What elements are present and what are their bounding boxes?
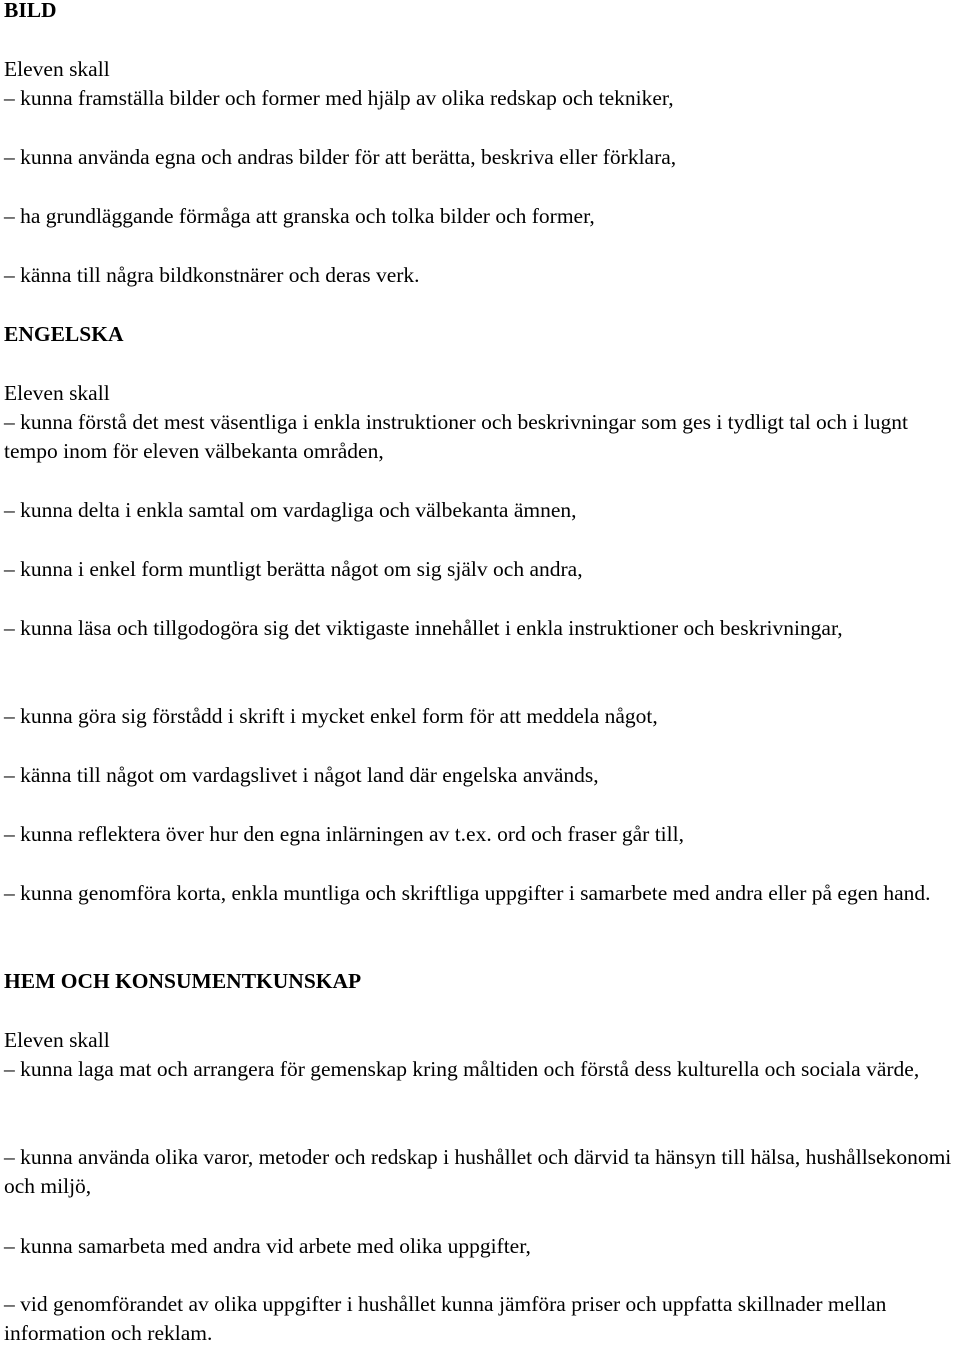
list-item: – känna till några bildkonstnärer och deras verk. — [4, 263, 420, 287]
section-intro-hem-och-konsumentkunskap: Eleven skall — [4, 1028, 110, 1052]
section-intro-bild: Eleven skall — [4, 57, 110, 81]
list-item: – kunna reflektera över hur den egna inlärningen av t.ex. ord och fraser går till, — [4, 822, 684, 846]
list-item: – kunna framställa bilder och former med hjälp av olika redskap och tekniker, — [4, 86, 674, 110]
section-heading-engelska: ENGELSKA — [4, 322, 124, 346]
list-item: – kunna använda egna och andras bilder för att berätta, beskriva eller förklara, — [4, 145, 677, 169]
list-item: – kunna samarbeta med andra vid arbete med olika uppgifter, — [4, 1234, 531, 1258]
list-item: – kunna laga mat och arrangera för gemenskap kring måltiden och förstå dess kulturella och sociala värde, — [4, 1057, 920, 1081]
list-item: – kunna förstå det mest väsentliga i enkla instruktioner och beskrivningar som ges i tydligt tal och i lugnt tempo inom för eleven välbekanta områden, — [4, 410, 909, 463]
list-item: – kunna delta i enkla samtal om vardagliga och välbekanta ämnen, — [4, 498, 577, 522]
list-item: – kunna göra sig förstådd i skrift i mycket enkel form för att meddela något, — [4, 704, 658, 728]
list-item: – kunna genomföra korta, enkla muntliga och skriftliga uppgifter i samarbete med andra eller på egen hand. — [4, 881, 931, 905]
section-heading-bild: BILD — [4, 0, 57, 22]
list-item: – kunna använda olika varor, metoder och redskap i hushållet och därvid ta hänsyn till hälsa, hushållsekonomi och miljö, — [4, 1145, 952, 1198]
list-item: – känna till något om vardagslivet i något land där engelska används, — [4, 763, 599, 787]
section-heading-hem-och-konsumentkunskap: HEM OCH KONSUMENTKUNSKAP — [4, 969, 362, 993]
section-intro-engelska: Eleven skall — [4, 381, 110, 405]
list-item: – kunna i enkel form muntligt berätta något om sig själv och andra, — [4, 557, 583, 581]
list-item: – kunna läsa och tillgodogöra sig det viktigaste innehållet i enkla instruktioner och beskrivningar, — [4, 616, 843, 640]
list-item: – ha grundläggande förmåga att granska och tolka bilder och former, — [4, 204, 595, 228]
list-item: – vid genomförandet av olika uppgifter i hushållet kunna jämföra priser och uppfatta skillnader mellan information och reklam. — [4, 1292, 887, 1345]
